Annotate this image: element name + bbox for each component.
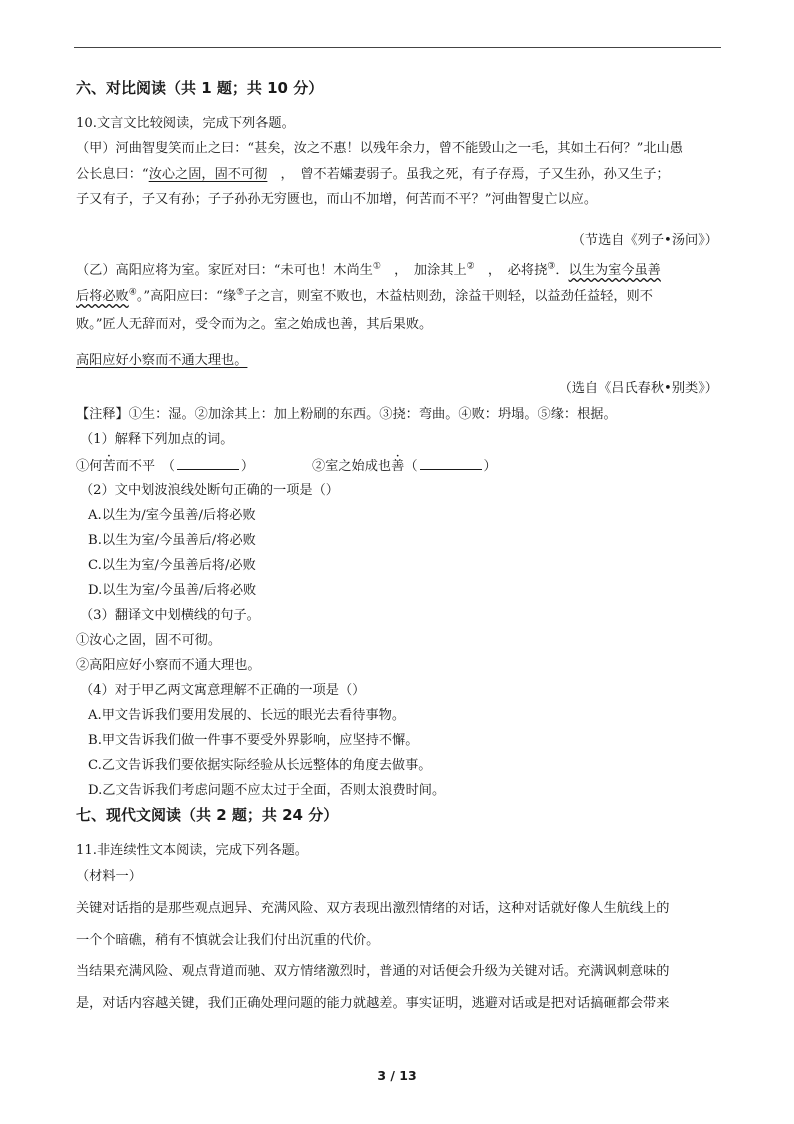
sub2-option-c[interactable]: C.以生为室/今虽善后将/必败 bbox=[88, 558, 256, 573]
material-1-label: （材料一） bbox=[76, 869, 142, 884]
sub3-question: （3）翻译文中划横线的句子。 bbox=[80, 608, 260, 623]
dotted-word-1: 苦 bbox=[102, 459, 116, 474]
sub3-item-2: ②高阳应好小察而不通大理也。 bbox=[76, 658, 261, 673]
sub4-option-c[interactable]: C.乙文告诉我们要依据实际经验从长远整体的角度去做事。 bbox=[88, 758, 432, 773]
dotted-word-2: 善 bbox=[391, 459, 405, 474]
section-6-title: 六、对比阅读（共 1 题；共 10 分） bbox=[76, 79, 324, 97]
answer-blank-1[interactable] bbox=[177, 457, 239, 470]
sub1-question: （1）解释下列加点的词。 bbox=[80, 432, 234, 447]
page-number: 3 / 13 bbox=[377, 1068, 417, 1083]
sub4-option-b[interactable]: B.甲文告诉我们做一件事不要受外界影响，应坚持不懈。 bbox=[88, 733, 419, 748]
underlined-sentence-2: 高阳应好小察而不通大理也。 bbox=[76, 353, 248, 368]
wavy-sentence-part-2: 后将必败 bbox=[76, 289, 129, 304]
sub2-option-d[interactable]: D.以生为室/今虽善/后将必败 bbox=[88, 583, 257, 598]
header-rule bbox=[74, 47, 721, 48]
jia-line-1: （甲）河曲智叟笑而止之曰：“甚矣，汝之不惠！以残年余力，曾不能毁山之一毛，其如土石何？”北山愚 bbox=[76, 141, 683, 156]
q10-intro: 10.文言文比较阅读，完成下列各题。 bbox=[76, 116, 295, 131]
yi-line-2: 后将必败④。”高阳应曰：“缘⑤子之言，则室不败也，木益枯则劲，涂益干则轻，以益劲任益轻，则不 bbox=[76, 287, 653, 304]
sub2-option-b[interactable]: B.以生为室/今虽善后/将必败 bbox=[88, 533, 256, 548]
sub1-answer-1: ①何苦而不平 （ ） bbox=[76, 459, 255, 474]
underlined-sentence-1: 汝心之固，固不可彻 bbox=[148, 167, 268, 182]
yi-line-3: 败。”匠人无辞而对，受令而为之。室之始成也善，其后果败。 bbox=[76, 317, 433, 332]
sub4-question: （4）对于甲乙两文寓意理解不正确的一项是（） bbox=[80, 683, 366, 698]
sub2-option-a[interactable]: A.以生为/室今虽善/后将必败 bbox=[88, 508, 256, 523]
sub1-answer-2: ②室之始成也善（ ） bbox=[312, 459, 497, 474]
sub3-item-1: ①汝心之固，固不可彻。 bbox=[76, 633, 222, 648]
jia-source: （节选自《列子•汤问》） bbox=[571, 233, 718, 248]
yi-line-1: （乙）高阳应将为室。家匠对曰：“未可也！木尚生① ， 加涂其上② ， 必将挠③．以生为室今虽善 bbox=[76, 261, 661, 278]
annotation-notes: 【注释】①生：湿。②加涂其上：加上粉刷的东西。③挠：弯曲。④败：坍塌。⑤缘：根据。 bbox=[76, 407, 617, 422]
sub4-option-d[interactable]: D.乙文告诉我们考虑问题不应太过于全面，否则太浪费时间。 bbox=[88, 783, 446, 798]
wavy-sentence-part-1: 以生为室今虽善 bbox=[568, 263, 661, 278]
section-7-title: 七、现代文阅读（共 2 题；共 24 分） bbox=[76, 806, 339, 824]
material-1-line-1: 关键对话指的是那些观点迥异、充满风险、双方表现出激烈情绪的对话，这种对话就好像人生航线上的 bbox=[76, 901, 670, 916]
jia-line-2: 公长息曰：“汝心之固，固不可彻 ， 曾不若孀妻弱子。虽我之死，有子存焉，子又生孙，孙又生子； bbox=[76, 167, 670, 182]
q11-intro: 11.非连续性文本阅读，完成下列各题。 bbox=[76, 843, 308, 858]
answer-blank-2[interactable] bbox=[420, 457, 482, 470]
yi-line-4 bbox=[76, 352, 247, 370]
jia-line-3: 子又有子，子又有孙；子子孙孙无穷匮也，而山不加增，何苦而不平？”河曲智叟亡以应。 bbox=[76, 192, 598, 207]
material-1-line-4: 是，对话内容越关键，我们正确处理问题的能力就越差。事实证明，逃避对话或是把对话搞砸都会带来 bbox=[76, 996, 670, 1011]
material-1-line-2: 一个个暗礁，稍有不慎就会让我们付出沉重的代价。 bbox=[76, 933, 380, 948]
material-1-line-3: 当结果充满风险、观点背道而驰、双方情绪激烈时，普通的对话便会升级为关键对话。充满讽刺意味的 bbox=[76, 964, 670, 979]
sub4-option-a[interactable]: A.甲文告诉我们要用发展的、长远的眼光去看待事物。 bbox=[88, 708, 406, 723]
sub2-question: （2）文中划波浪线处断句正确的一项是（） bbox=[80, 483, 339, 498]
yi-source: （选自《吕氏春秋•别类》） bbox=[558, 381, 718, 396]
